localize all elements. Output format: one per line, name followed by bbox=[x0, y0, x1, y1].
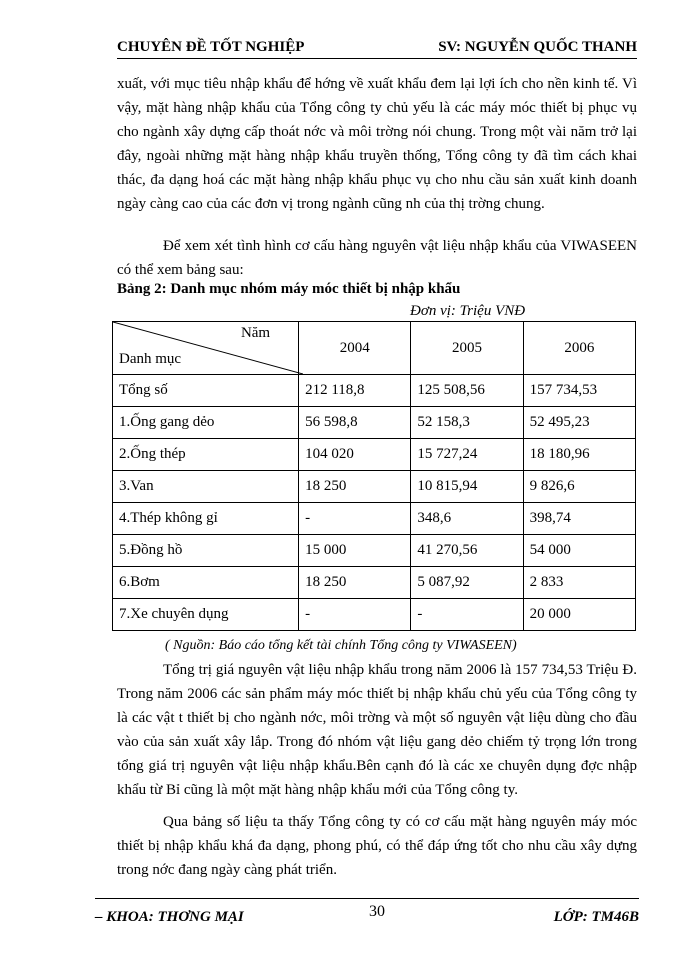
paragraph-analysis: Tổng trị giá nguyên vật liệu nhập khẩu trong năm 2006 là 157 734,53 Triệu Đ. Trong năm 2006 các sản phẩm máy móc thiết bị nhập khẩu chủ yếu của Tổng công ty là các vật t thiết bị cho ngành nớc, môi trờng và một số nguyên vật liệu dùng cho đầu vào của sản xuất xây lắp. Trong đó nhóm vật liệu gang dẻo chiếm tỷ trọng lớn trong tổng giá trị nguyên vật liệu nhập khẩu.Bên cạnh đó là các xe chuyên dụng đợc nhập khẩu từ Bỉ cũng là một mặt hàng nhập khẩu mới của Tổng công ty. bbox=[117, 662, 637, 798]
footer-class: LỚP: TM46B bbox=[553, 909, 639, 925]
cell-2004: 15 000 bbox=[299, 535, 411, 567]
row-label: Tổng số bbox=[113, 375, 299, 407]
cell-2005: 5 087,92 bbox=[411, 567, 523, 599]
table-header-row bbox=[113, 322, 636, 375]
table-row bbox=[113, 599, 636, 631]
header-author: SV: NGUYỄN QUỐC THANH bbox=[438, 39, 637, 55]
page-footer bbox=[95, 898, 639, 923]
page-header bbox=[117, 36, 637, 59]
cell-2005: 41 270,56 bbox=[411, 535, 523, 567]
cell-2006: 18 180,96 bbox=[523, 439, 635, 471]
header-title: CHUYÊN ĐỀ TỐT NGHIỆP bbox=[117, 39, 305, 55]
year-header: 2006 bbox=[523, 322, 635, 375]
cell-2004: 18 250 bbox=[299, 567, 411, 599]
cell-2006: 54 000 bbox=[523, 535, 635, 567]
cell-2004: 212 118,8 bbox=[299, 375, 411, 407]
cell-2006: 20 000 bbox=[523, 599, 635, 631]
paragraph-intro: xuất, với mục tiêu nhập khẩu để hớng về xuất khẩu đem lại lợi ích cho nền kinh tế. Vì vậy, mặt hàng nhập khẩu của Tổng công ty chủ yếu là các máy móc thiết bị phục vụ cho ngành xây dựng cấp thoát nớc và môi trờng nói chung. Trong một vài năm trở lại đây, ngoài những mặt hàng nhập khẩu truyền thống, Tổng công ty đã tìm cách khai thác, đa dạng hoá các mặt hàng nhập khẩu phục vụ cho nhu cầu sản xuất kinh doanh ngày càng cao của các đơn vị trong ngành cũng nh của thị trờng chung. bbox=[117, 76, 637, 212]
cell-2005: 348,6 bbox=[411, 503, 523, 535]
cell-2004: 104 020 bbox=[299, 439, 411, 471]
cell-2004: 18 250 bbox=[299, 471, 411, 503]
year-header: 2005 bbox=[411, 322, 523, 375]
cell-2004: - bbox=[299, 599, 411, 631]
row-label: 1.Ống gang dẻo bbox=[113, 407, 299, 439]
page-number: 30 bbox=[369, 903, 385, 920]
cell-2006: 157 734,53 bbox=[523, 375, 635, 407]
paragraph-table-lead: Để xem xét tình hình cơ cấu hàng nguyên vật liệu nhập khẩu của VIWASEEN có thể xem bảng sau: bbox=[117, 238, 637, 278]
footer-faculty: – KHOA: THƠNG MẠI bbox=[95, 909, 244, 925]
cell-2006: 398,74 bbox=[523, 503, 635, 535]
cell-2005: 125 508,56 bbox=[411, 375, 523, 407]
cell-2005: 52 158,3 bbox=[411, 407, 523, 439]
table-title: Bảng 2: Danh mục nhóm máy móc thiết bị nhập khẩu bbox=[117, 281, 461, 297]
row-label: 3.Van bbox=[113, 471, 299, 503]
cell-2004: 56 598,8 bbox=[299, 407, 411, 439]
year-header: 2004 bbox=[299, 322, 411, 375]
cell-2005: - bbox=[411, 599, 523, 631]
table-row bbox=[113, 503, 636, 535]
table-corner-cell bbox=[113, 322, 299, 375]
paragraph-conclusion: Qua bảng số liệu ta thấy Tổng công ty có cơ cấu mặt hàng nguyên máy móc thiết bị nhập khẩu khá đa dạng, phong phú, có thể đáp ứng tốt cho nhu cầu xây dựng trong nớc đang ngày càng phát triển. bbox=[117, 814, 637, 878]
table-row bbox=[113, 375, 636, 407]
cell-2004: - bbox=[299, 503, 411, 535]
cell-2006: 52 495,23 bbox=[523, 407, 635, 439]
equipment-table bbox=[112, 321, 636, 631]
table-row bbox=[113, 439, 636, 471]
cell-2005: 15 727,24 bbox=[411, 439, 523, 471]
table-source: ( Nguồn: Báo cáo tổng kết tài chính Tổng công ty VIWASEEN) bbox=[165, 638, 517, 653]
table-unit: Đơn vị: Triệu VNĐ bbox=[410, 303, 526, 319]
row-label: 6.Bơm bbox=[113, 567, 299, 599]
cell-2006: 2 833 bbox=[523, 567, 635, 599]
cell-2006: 9 826,6 bbox=[523, 471, 635, 503]
row-label: 7.Xe chuyên dụng bbox=[113, 599, 299, 631]
corner-category-label: Danh mục bbox=[119, 351, 182, 367]
row-label: 5.Đồng hồ bbox=[113, 535, 299, 567]
table-row bbox=[113, 407, 636, 439]
corner-year-label: Năm bbox=[240, 325, 271, 341]
table-row bbox=[113, 567, 636, 599]
table-row bbox=[113, 471, 636, 503]
row-label: 2.Ống thép bbox=[113, 439, 299, 471]
row-label: 4.Thép không gỉ bbox=[113, 503, 299, 535]
cell-2005: 10 815,94 bbox=[411, 471, 523, 503]
table-row bbox=[113, 535, 636, 567]
